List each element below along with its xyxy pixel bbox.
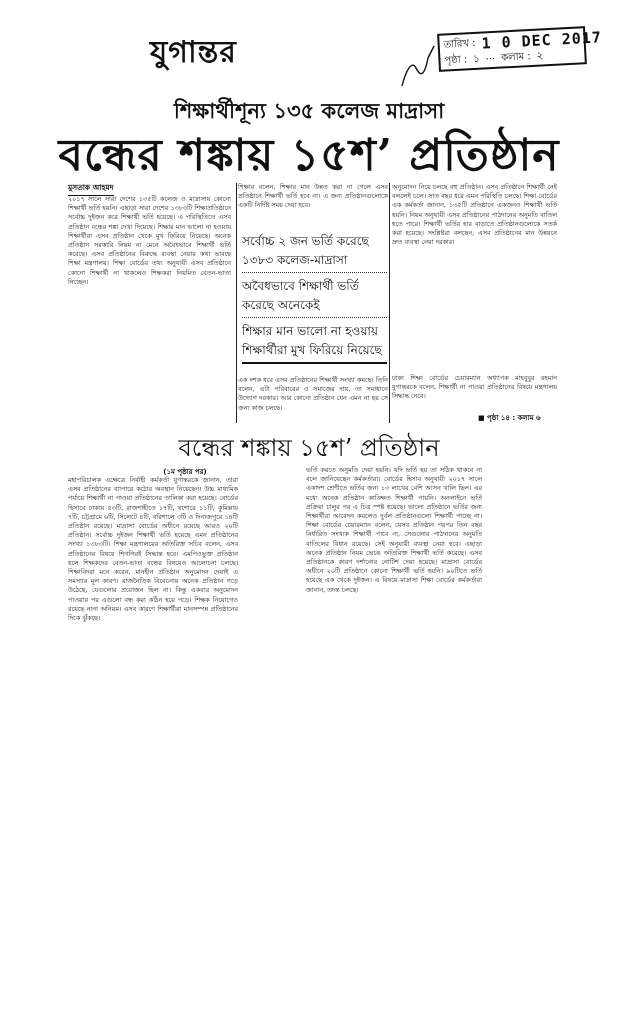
- jump-line: ■ পৃষ্ঠা ১৪ : কলাম ৬: [478, 414, 541, 422]
- body-column-2-top: শিক্ষার বলেন, শিক্ষার মান উন্নত করা না গেলে এসব প্রতিষ্ঠানে শিক্ষার্থী ভর্তি হবে না। এ জন্য প্রতিষ্ঠানগুলোকে একটি নির্দিষ্ট সময় দেয়া হবে।: [238, 183, 388, 210]
- stamp-column-label: কলাম :: [500, 50, 531, 64]
- stamp-date-value: 1 0 DEC 2017: [481, 28, 603, 53]
- byline: মুসতাক আহমদ: [68, 183, 114, 196]
- callout-rule: [242, 362, 387, 364]
- continuation-column-2: ভর্তি করতে অনুমতি দেয়া হয়নি। যদি ভর্তি হয় তা সঠিক থাকবে না বলে জানিয়েছেন কর্মকর্তারা। বোর্ডের হিসাব অনুযায়ী ২০১৭ সালে একাদশ শ্রেণীতে ভর্তির জন্য ১৩ লাখের বেশি আসন খালি ছিল। এর মধ্যে অনেক প্রতিষ্ঠান কাঙ্ক্ষিত শিক্ষার্থী পায়নি। অনলাইনে ভর্তি প্রক্রিয়া চালুর পর এ চিত্র স্পষ্ট হয়েছে। ভালো প্রতিষ্ঠানে ভর্তির জন্য শিক্ষার্থীরা আবেদন করলেও দুর্বল প্রতিষ্ঠানগুলো শিক্ষার্থী পাচ্ছে না। শিক্ষা বোর্ডের চেয়ারম্যান বলেন, যেসব প্রতিষ্ঠান পরপর তিন বছর নির্ধারিত সংখ্যক শিক্ষার্থী পাবে না, সেগুলোর পাঠদানের অনুমতি বাতিলের বিধান রয়েছে। সেই অনুযায়ী ব্যবস্থা নেয়া হবে। এছাড়া অনেক প্রতিষ্ঠান নিয়ম ভেঙে অতিরিক্ত শিক্ষার্থী ভর্তি করেছে। এসব প্রতিষ্ঠানকে কারণ দর্শানোর নোটিশ দেয়া হয়েছে। মাদ্রাসা বোর্ডের অধীনে ২০টি প্রতিষ্ঠানে কোনো শিক্ষার্থী ভর্তি হয়নি। ৯০টিতে ভর্তি হয়েছে এক থেকে দুইজন। এ বিষয়ে মাদ্রাসা শিক্ষা বোর্ডের কর্মকর্তারা জানান, তদন্ত চলছে।: [306, 466, 482, 594]
- callout-2: অবৈধভাবে শিক্ষার্থী ভর্তি করেছে অনেকেই: [242, 277, 387, 318]
- column-divider: [236, 183, 237, 423]
- body-column-1: ২০১৭ সালে সারা দেশের ১৩৫টি কলেজ ও মাদ্রাসায় কোনো শিক্ষার্থী ভর্তি হয়নি। এছাড়া সারা দেশের ১৩৮৩টি শিক্ষাপ্রতিষ্ঠানে সর্বোচ্চ দুইজন করে শিক্ষার্থী ভর্তি হয়েছে। এ পরিস্থিতিতে এসব প্রতিষ্ঠান বন্ধের শঙ্কা দেখা দিয়েছে। শিক্ষার মান ভালো না হওয়ায় শিক্ষার্থীরা এসব প্রতিষ্ঠান থেকে মুখ ফিরিয়ে নিয়েছে। অনেক প্রতিষ্ঠান সরকারি নিয়ম না মেনে অবৈধভাবে শিক্ষার্থী ভর্তি করেছে। এসব প্রতিষ্ঠানের বিরুদ্ধে ব্যবস্থা নেয়ার কথা ভাবছে শিক্ষা মন্ত্রণালয়। শিক্ষা বোর্ডের তথ্য অনুযায়ী এসব প্রতিষ্ঠানে কোনো শিক্ষার্থী না থাকলেও শিক্ষকরা নিয়মিত বেতন-ভাতা নিচ্ছেন।: [68, 195, 231, 286]
- signature-mark: [398, 40, 438, 90]
- continuation-column-1: মহাপরিচালক এক্ষেত্রে নির্বাহী কর্মকর্তা যুগান্তরকে জানান, তারা এসব প্রতিষ্ঠানের ব্যাপারে কঠোর অবস্থান নিয়েছেন। উচ্চ মাধ্যমিক পর্যায়ে শিক্ষার্থী না পাওয়া প্রতিষ্ঠানের তালিকা করা হয়েছে। বোর্ডের হিসাবে ঢাকায় ৫৩টি, রাজশাহীতে ১৭টি, যশোরে ১১টি, কুমিল্লায় ৭টি, চট্টগ্রামে ৬টি, সিলেটে ৪টি, বরিশালে ৩টি ও দিনাজপুরে ১৪টি প্রতিষ্ঠান রয়েছে। মাদ্রাসা বোর্ডের অধীনে রয়েছে আরও ২০টি প্রতিষ্ঠান। সর্বোচ্চ দুইজন শিক্ষার্থী ভর্তি হয়েছে এমন প্রতিষ্ঠানের সংখ্যা ১৩৮৩টি। শিক্ষা মন্ত্রণালয়ের অতিরিক্ত সচিব বলেন, এসব প্রতিষ্ঠানের বিষয়ে শিগগিরই সিদ্ধান্ত হবে। এমপিওভুক্ত প্রতিষ্ঠান হলে শিক্ষকদের বেতন-ভাতা বন্ধের বিষয়েও আলোচনা চলছে। শিক্ষাবিদরা মনে করেন, মানহীন প্রতিষ্ঠান অনুমোদন দেয়াই এ সমস্যার মূল কারণ। রাজনৈতিক বিবেচনায় অনেক প্রতিষ্ঠান গড়ে উঠেছে, যেগুলোর প্রয়োজন ছিল না। কিন্তু একবার অনুমোদন পাওয়ার পর এগুলো বন্ধ করা কঠিন হয়ে পড়ে। শিক্ষক নিয়োগেও রয়েছে নানা অনিয়ম। এসব কারণে শিক্ষার্থীরা মানসম্পন্ন প্রতিষ্ঠানের দিকে ঝুঁকছে।: [68, 476, 238, 623]
- body-column-3-bottom: ঢাকা শিক্ষা বোর্ডের চেয়ারম্যান অধ্যাপক মাহবুবুর রহমান যুগান্তরকে বলেন, শিক্ষার্থী না পাওয়া প্রতিষ্ঠানের বিষয়ে মন্ত্রণালয় সিদ্ধান্ত নেবে।: [392, 374, 557, 401]
- date-stamp: তারিখ : 1 0 DEC 2017 পৃষ্ঠা : ১ ··· কলাম : ২: [437, 26, 587, 72]
- body-column-3: অনুমোদন নিয়ে চলছে বহু প্রতিষ্ঠান। এসব প্রতিষ্ঠানে শিক্ষার্থী নেই বললেই চলে। সাত বছর ধরে এমন পরিস্থিতি চলছে। শিক্ষা বোর্ডের এক কর্মকর্তা জানান, ১৩৫টি প্রতিষ্ঠানে একজনও শিক্ষার্থী ভর্তি হয়নি। নিয়ম অনুযায়ী এসব প্রতিষ্ঠানের পাঠদানের অনুমতি বাতিল হতে পারে। শিক্ষার্থী ভর্তির হার বাড়াতে প্রতিষ্ঠানগুলোকে সতর্ক করা হয়েছে। সংশ্লিষ্টরা বলছেন, এসব প্রতিষ্ঠানের মান উন্নয়নে দ্রুত ব্যবস্থা নেয়া দরকার।: [392, 183, 557, 247]
- masthead: যুগান্তর: [150, 35, 237, 70]
- article-kicker: শিক্ষার্থীশূন্য ১৩৫ কলেজ মাদ্রাসা: [173, 99, 445, 123]
- stamp-page-label: পৃষ্ঠা :: [444, 53, 468, 67]
- callout-3: শিক্ষার মান ভালো না হওয়ায় শিক্ষার্থীরা মুখ ফিরিয়ে নিয়েছে: [242, 324, 382, 357]
- callout-boxes: [242, 232, 387, 364]
- column-divider: [389, 183, 390, 423]
- stamp-column-value: ২: [536, 49, 544, 62]
- body-column-2-bottom: এক দশক ধরে এসব প্রতিষ্ঠানের শিক্ষার্থী সংখ্যা কমছে। তিনি বলেন, এটা পরিবারের ও সমাজের দায়, তা সমাধানে উদ্যোগ দরকার। আর কোনো প্রতিষ্ঠান যেন এমন না হয় সে জন্য কাজ চলছে।: [238, 376, 388, 412]
- stamp-date-label: তারিখ :: [443, 37, 476, 51]
- continuation-label: (১ম পৃষ্ঠার পর): [163, 468, 207, 476]
- continuation-headline: বন্ধের শঙ্কায় ১৫শ’ প্রতিষ্ঠান: [178, 434, 440, 462]
- article-headline: বন্ধের শঙ্কায় ১৫শ’ প্রতিষ্ঠান: [58, 130, 560, 181]
- callout-1: সর্বোচ্চ ২ জন ভর্তি করেছে ১৩৮৩ কলেজ-মাদ্রাসা: [242, 232, 387, 273]
- stamp-page-value: ১: [472, 53, 481, 65]
